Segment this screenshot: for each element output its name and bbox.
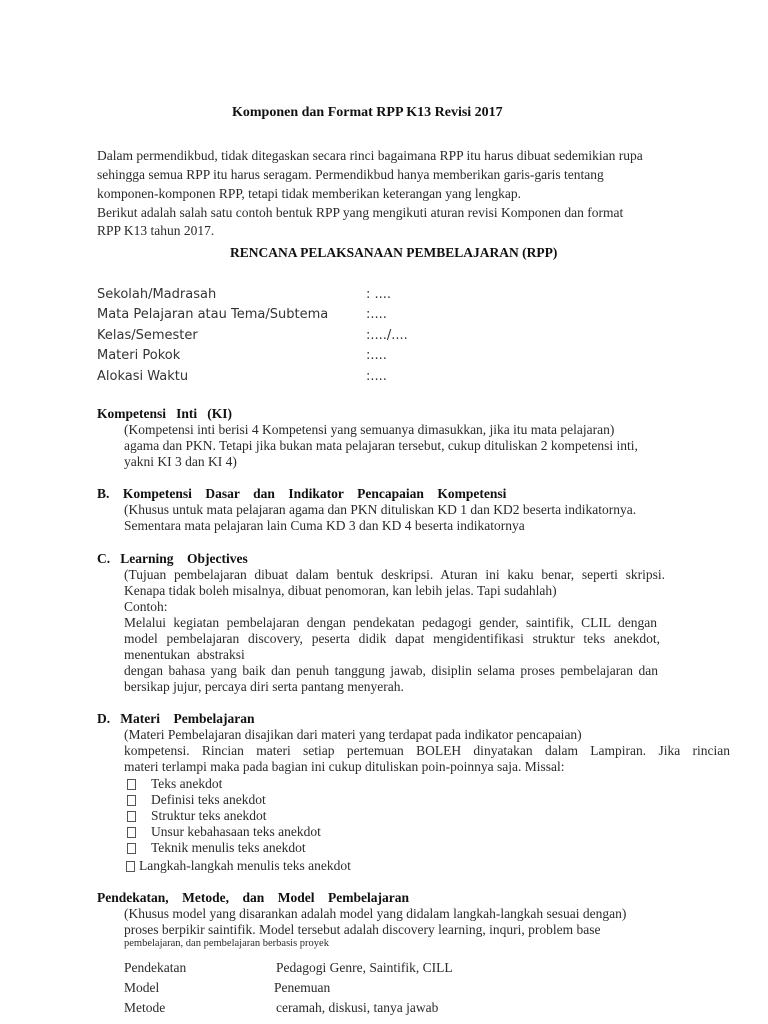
- section-line: bersikap jujur, percaya diri serta pantang menyerah.: [124, 679, 404, 694]
- intro-line: komponen-komponen RPP, tetapi tidak memberikan keterangan yang lengkap.: [97, 186, 522, 201]
- identity-label: Materi Pokok: [97, 348, 181, 363]
- section-line: (Tujuan pembelajaran dibuat dalam bentuk deskripsi. Aturan ini kaku benar, seperti skripsi.: [124, 567, 665, 582]
- table-value: ceramah, diskusi, tanya jawab: [276, 1000, 439, 1015]
- identity-value: :..../....: [366, 328, 408, 343]
- checkbox-icon: [127, 795, 136, 806]
- intro-line: RPP K13 tahun 2017.: [97, 223, 215, 238]
- list-item: Unsur kebahasaan teks anekdot: [151, 824, 321, 839]
- table-value: Penemuan: [274, 980, 331, 995]
- table-label: Metode: [124, 1000, 166, 1015]
- section-line: (Materi Pembelajaran disajikan dari materi yang terdapat pada indikator pencapaian): [124, 727, 582, 742]
- section-heading: Pendekatan, Metode, dan Model Pembelajaran: [97, 890, 409, 905]
- section-heading: C. Learning Objectives: [97, 551, 248, 566]
- table-value: Pedagogi Genre, Saintifik, CILL: [276, 960, 453, 975]
- table-label: Pendekatan: [124, 960, 187, 975]
- section-line: dengan bahasa yang baik dan penuh tanggung jawab, disiplin selama proses pembelajaran dan: [124, 663, 658, 678]
- section-line: Kenapa tidak boleh misalnya, dibuat penomoran, kan lebih jelas. Tapi sudahlah): [124, 583, 557, 598]
- checkbox-icon: [127, 811, 136, 822]
- list-item: Langkah-langkah menulis teks anekdot: [139, 858, 351, 873]
- section-line: (Khusus model yang disarankan adalah model yang didalam langkah-langkah sesuai dengan): [124, 906, 627, 921]
- section-line: materi terlampi maka pada bagian ini cukup dituliskan poin-poinnya saja. Missal:: [124, 759, 565, 774]
- checkbox-icon: [127, 779, 136, 790]
- section-line: proses berpikir saintifik. Model tersebut adalah discovery learning, inquri, problem base: [124, 922, 601, 937]
- section-line: Melalui kegiatan pembelajaran dengan pendekatan pedagogi gender, saintifik, CLIL dengan: [124, 615, 657, 630]
- table-label: Model: [124, 980, 160, 995]
- list-item: Struktur teks anekdot: [151, 808, 267, 823]
- section-line: yakni KI 3 dan KI 4): [124, 454, 237, 469]
- checkbox-icon: [127, 827, 136, 838]
- identity-value: :....: [366, 348, 387, 363]
- section-line: menentukan abstraksi: [124, 647, 245, 662]
- section-small-line: pembelajaran, dan pembelajaran berbasis proyek: [124, 938, 329, 949]
- section-heading: B. Kompetensi Dasar dan Indikator Pencapaian Kompetensi: [97, 486, 507, 501]
- document-title: Komponen dan Format RPP K13 Revisi 2017: [232, 105, 503, 120]
- section-line: (Kompetensi inti berisi 4 Kompetensi yang semuanya dimasukkan, jika itu mata pelajaran): [124, 422, 615, 437]
- checkbox-icon: [126, 861, 135, 872]
- rpp-heading: RENCANA PELAKSANAAN PEMBELAJARAN (RPP): [230, 245, 558, 260]
- identity-label: Alokasi Waktu: [97, 369, 189, 384]
- list-item: Teknik menulis teks anekdot: [151, 840, 306, 855]
- section-line: kompetensi. Rincian materi setiap pertemuan BOLEH dinyatakan dalam Lampiran. Jika rincian: [124, 743, 730, 758]
- section-heading: Kompetensi Inti (KI): [97, 406, 232, 421]
- section-line: Contoh:: [124, 599, 168, 614]
- section-line: Sementara mata pelajaran lain Cuma KD 3 dan KD 4 beserta indikatornya: [124, 518, 525, 533]
- list-item: Definisi teks anekdot: [151, 792, 266, 807]
- section-heading: D. Materi Pembelajaran: [97, 711, 255, 726]
- identity-label: Kelas/Semester: [97, 328, 198, 343]
- intro-line: Dalam permendikbud, tidak ditegaskan secara rinci bagaimana RPP itu harus dibuat sedemikian rupa: [97, 148, 643, 163]
- section-line: agama dan PKN. Tetapi jika bukan mata pelajaran tersebut, cukup dituliskan 2 kompetensi inti,: [124, 438, 638, 453]
- section-line: (Khusus untuk mata pelajaran agama dan PKN dituliskan KD 1 dan KD2 beserta indikatornya.: [124, 502, 637, 517]
- identity-value: :....: [366, 369, 387, 384]
- section-line: model pembelajaran discovery, peserta didik dapat mengidentifikasi struktur teks anekdot,: [124, 631, 660, 646]
- list-item: Teks anekdot: [151, 776, 223, 791]
- identity-value: : ....: [366, 287, 392, 302]
- intro-line: Berikut adalah salah satu contoh bentuk RPP yang mengikuti aturan revisi Komponen dan format: [97, 205, 624, 220]
- identity-label: Mata Pelajaran atau Tema/Subtema: [97, 307, 329, 322]
- identity-label: Sekolah/Madrasah: [97, 287, 217, 302]
- identity-value: :....: [366, 307, 387, 322]
- checkbox-icon: [127, 843, 136, 854]
- intro-line: sehingga semua RPP itu harus seragam. Permendikbud hanya memberikan garis-garis tentang: [97, 167, 604, 182]
